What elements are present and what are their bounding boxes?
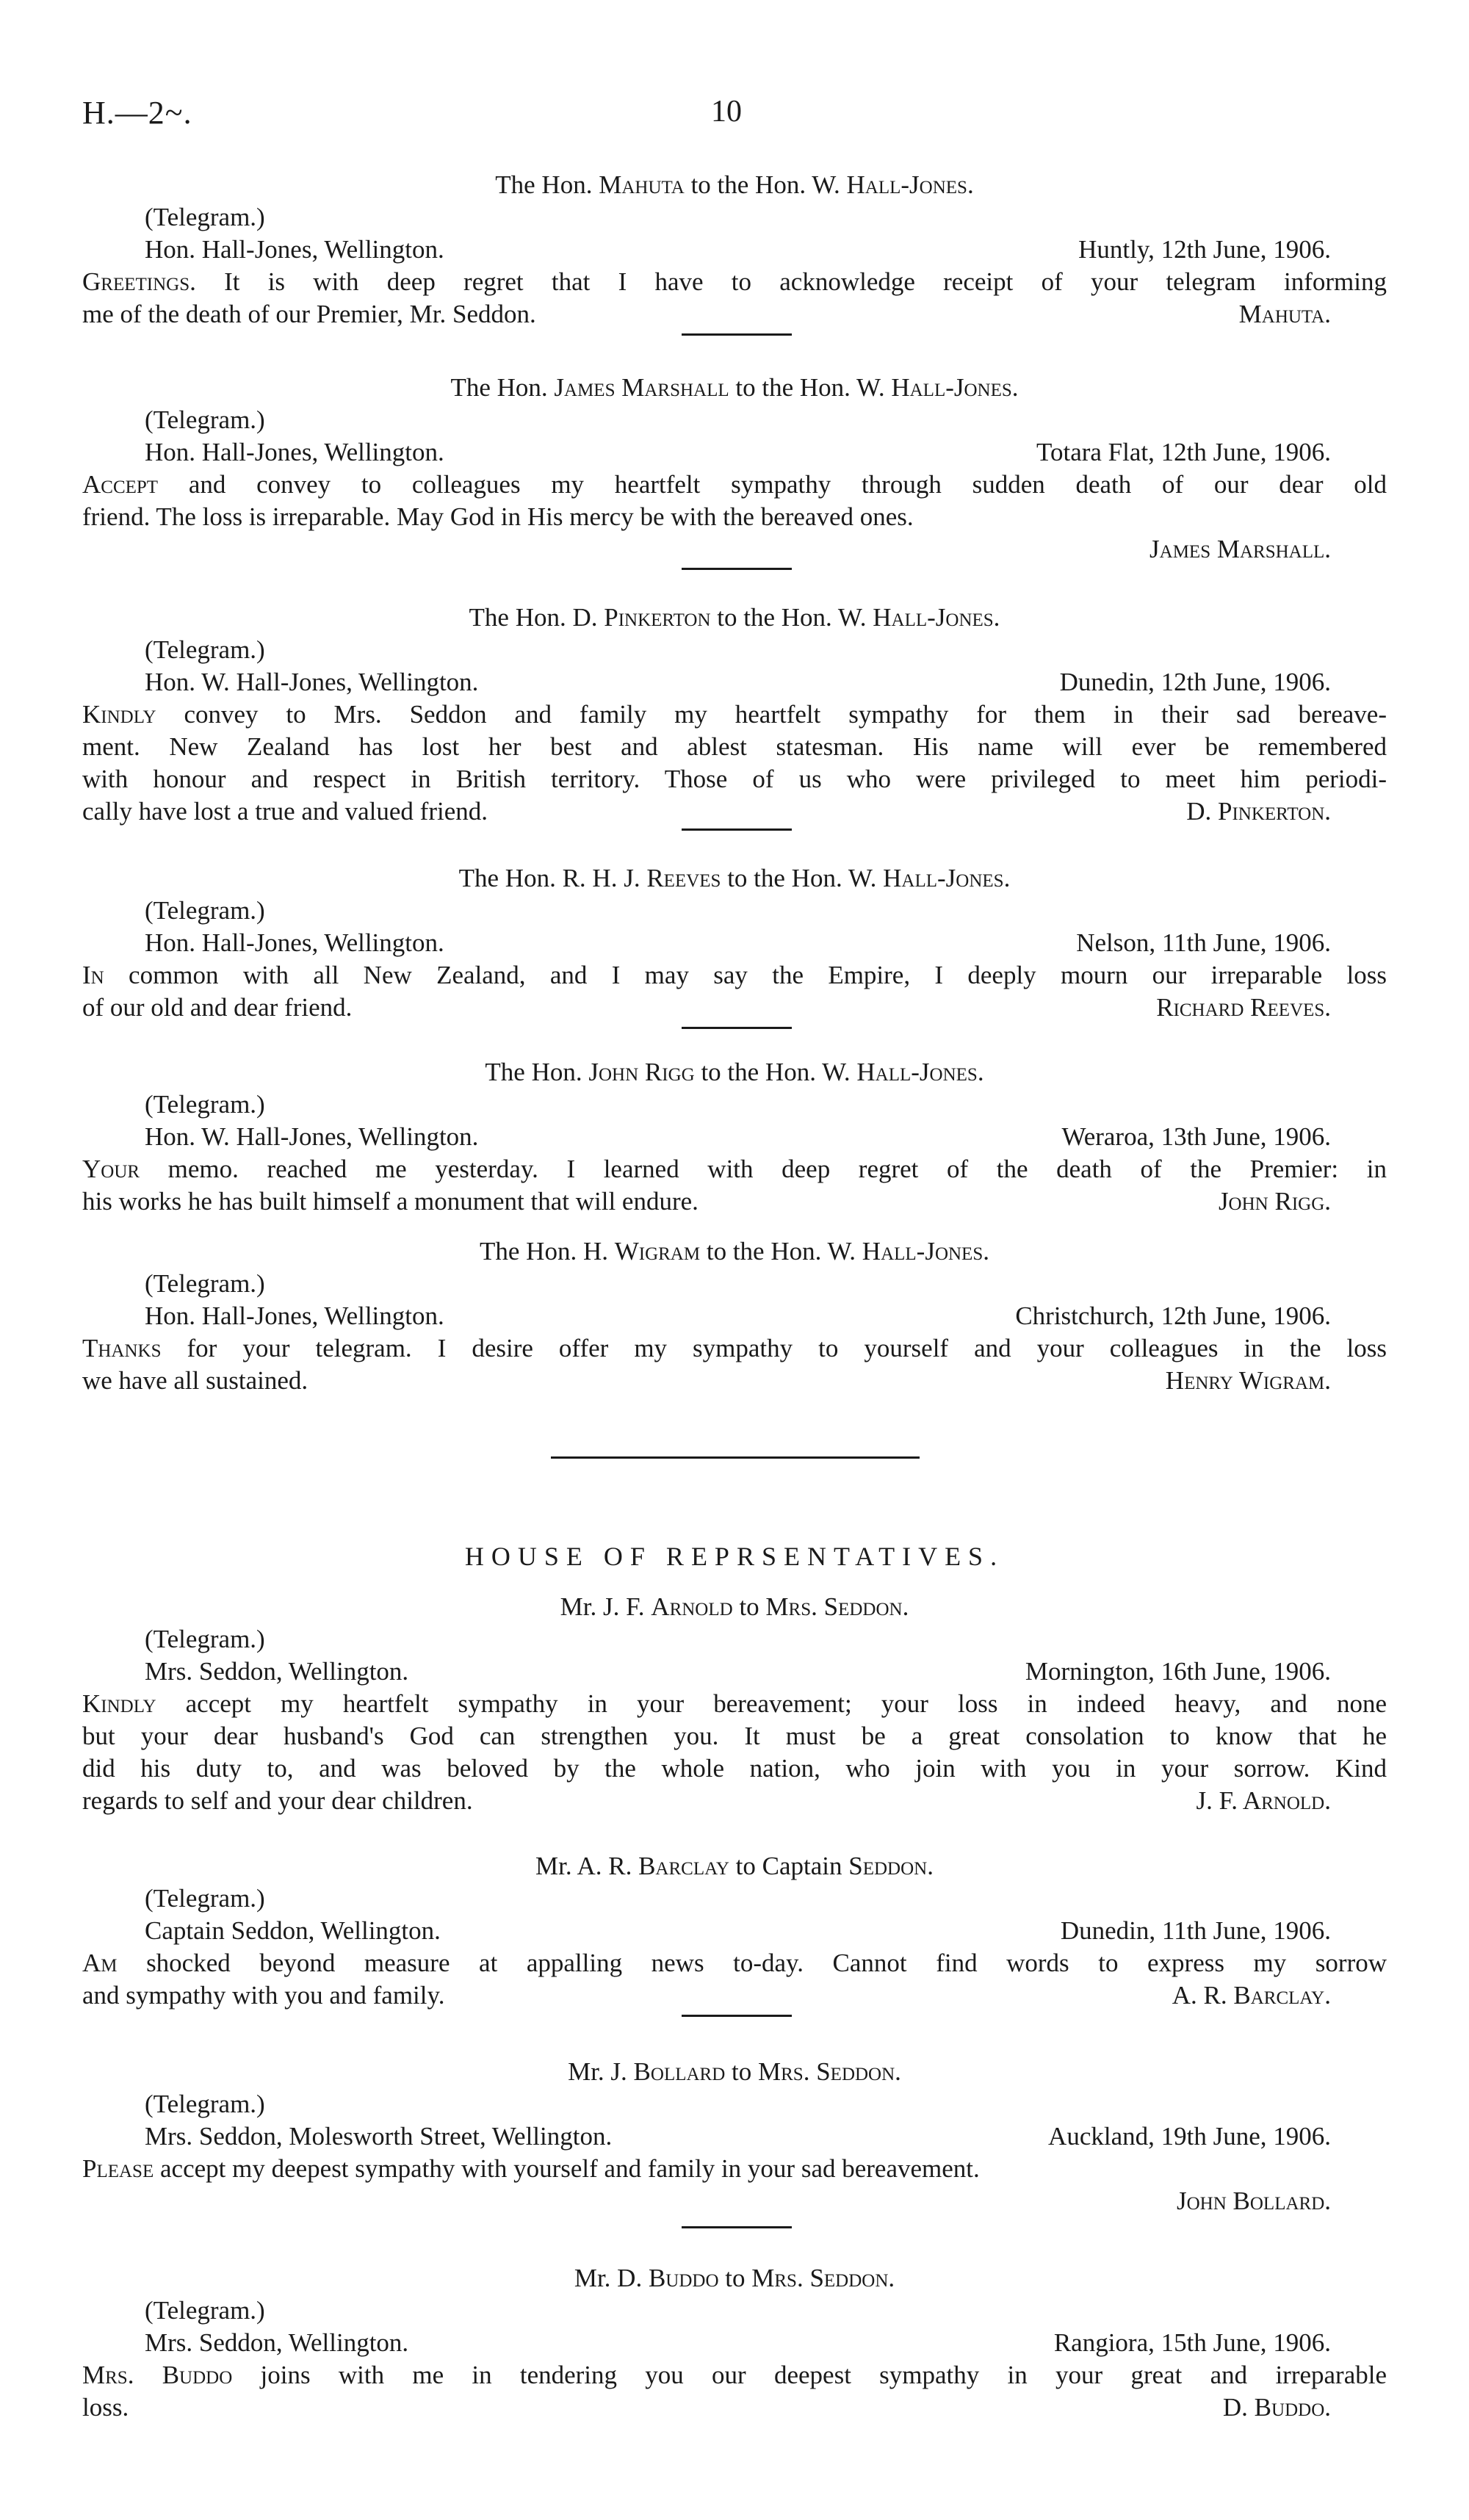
telegram-label: (Telegram.) [145, 1090, 265, 1119]
telegram-label: (Telegram.) [145, 2090, 265, 2118]
telegram-address: Hon. Hall-Jones, Wellington. [145, 235, 444, 264]
telegram-place-date: Nelson, 11th June, 1906. [1076, 928, 1331, 957]
telegram-body-line: In common with all New Zealand, and I may say the Empire, I deeply mourn our irreparable loss [82, 961, 1387, 989]
telegram-heading: The Hon. Mahuta to the Hon. W. Hall-Jones. [495, 170, 974, 199]
telegram-body-line: regards to self and your dear children. [82, 1786, 473, 1815]
telegram-address: Hon. Hall-Jones, Wellington. [145, 438, 444, 466]
telegram-signature: D. Buddo. [1222, 2393, 1331, 2422]
telegram-label: (Telegram.) [145, 203, 265, 231]
telegram-address: Mrs. Seddon, Wellington. [145, 1657, 409, 1686]
telegram-label: (Telegram.) [145, 1269, 265, 1298]
telegram-heading: Mr. J. F. Arnold to Mrs. Seddon. [560, 1592, 909, 1621]
telegram-signature: Richard Reeves. [1156, 993, 1331, 1022]
telegram-body-line: Kindly accept my heartfelt sympathy in your bereavement; your loss in indeed heavy, and none [82, 1689, 1387, 1718]
telegram-body-line: Your memo. reached me yesterday. I learned with deep regret of the death of the Premier: in [82, 1155, 1387, 1183]
telegram-body-line: Kindly convey to Mrs. Seddon and family my heartfelt sympathy for them in their sad bereave- [82, 700, 1387, 729]
telegram-address: Hon. Hall-Jones, Wellington. [145, 1301, 444, 1330]
divider [682, 2015, 792, 2017]
page-number: 10 [711, 95, 742, 129]
telegram-place-date: Christchurch, 12th June, 1906. [1015, 1301, 1331, 1330]
document-reference: H.—2~. [82, 95, 192, 131]
telegram-body-line: me of the death of our Premier, Mr. Seddon. [82, 300, 536, 328]
telegram-heading: Mr. D. Buddo to Mrs. Seddon. [574, 2264, 895, 2292]
telegram-address: Hon. W. Hall-Jones, Wellington. [145, 1122, 479, 1151]
telegram-address: Captain Seddon, Wellington. [145, 1916, 441, 1945]
telegram-address: Hon. Hall-Jones, Wellington. [145, 928, 444, 957]
telegram-signature: James Marshall. [1149, 535, 1331, 563]
telegram-place-date: Weraroa, 13th June, 1906. [1061, 1122, 1331, 1151]
telegram-body-line: Am shocked beyond measure at appalling news to-day. Cannot find words to express my sorrow [82, 1949, 1387, 1977]
telegram-place-date: Huntly, 12th June, 1906. [1078, 235, 1331, 264]
telegram-heading: Mr. A. R. Barclay to Captain Seddon. [535, 1852, 934, 1880]
divider [682, 1027, 792, 1029]
telegram-body-line: we have all sustained. [82, 1366, 308, 1395]
telegram-body-line: Please accept my deepest sympathy with yourself and family in your sad bereavement. [82, 2154, 980, 2183]
telegram-label: (Telegram.) [145, 1884, 265, 1913]
telegram-heading: The Hon. R. H. J. Reeves to the Hon. W. Hall-Jones. [458, 864, 1011, 892]
divider [682, 333, 792, 336]
telegram-body-line: loss. [82, 2393, 129, 2422]
telegram-heading: The Hon. D. Pinkerton to the Hon. W. Hall-Jones. [469, 603, 1000, 632]
telegram-body-line: Mrs. Buddo joins with me in tendering you our deepest sympathy in your great and irreparable [82, 2361, 1387, 2389]
telegram-body-line: his works he has built himself a monument that will endure. [82, 1187, 699, 1216]
telegram-body-line: but your dear husband's God can strengthen you. It must be a great consolation to know that he [82, 1722, 1387, 1750]
telegram-label: (Telegram.) [145, 2296, 265, 2325]
telegram-body-line: friend. The loss is irreparable. May God in His mercy be with the bereaved ones. [82, 502, 914, 531]
telegram-body-line: did his duty to, and was beloved by the whole nation, who join with you in your sorrow. Kind [82, 1754, 1387, 1783]
telegram-body-line: of our old and dear friend. [82, 993, 353, 1022]
telegram-place-date: Mornington, 16th June, 1906. [1025, 1657, 1331, 1686]
telegram-signature: John Rigg. [1218, 1187, 1331, 1216]
section-divider [551, 1456, 920, 1459]
telegram-label: (Telegram.) [145, 405, 265, 434]
telegram-address: Mrs. Seddon, Molesworth Street, Wellington. [145, 2122, 613, 2151]
telegram-address: Mrs. Seddon, Wellington. [145, 2328, 409, 2357]
telegram-signature: John Bollard. [1176, 2187, 1331, 2215]
telegram-heading: The Hon. John Rigg to the Hon. W. Hall-Jones. [485, 1058, 984, 1086]
telegram-place-date: Dunedin, 12th June, 1906. [1059, 668, 1331, 696]
telegram-signature: Mahuta. [1238, 300, 1331, 328]
telegram-label: (Telegram.) [145, 1625, 265, 1653]
telegram-place-date: Auckland, 19th June, 1906. [1048, 2122, 1331, 2151]
telegram-place-date: Dunedin, 11th June, 1906. [1060, 1916, 1331, 1945]
telegram-heading: The Hon. H. Wigram to the Hon. W. Hall-Jones. [480, 1237, 989, 1266]
divider [682, 568, 792, 570]
section-title: HOUSE OF REPRSENTATIVES. [464, 1542, 1005, 1571]
telegram-body-line: Greetings. It is with deep regret that I have to acknowledge receipt of your telegram informing [82, 267, 1387, 296]
telegram-body-line: and sympathy with you and family. [82, 1981, 445, 2010]
telegram-body-line: Thanks for your telegram. I desire offer my sympathy to yourself and your colleagues in the loss [82, 1334, 1387, 1362]
telegram-place-date: Rangiora, 15th June, 1906. [1053, 2328, 1331, 2357]
telegram-heading: The Hon. James Marshall to the Hon. W. Hall-Jones. [450, 373, 1019, 402]
telegram-body-line: with honour and respect in British territory. Those of us who were privileged to meet him periodi- [82, 765, 1387, 793]
telegram-address: Hon. W. Hall-Jones, Wellington. [145, 668, 479, 696]
telegram-body-line: cally have lost a true and valued friend. [82, 797, 488, 826]
telegram-heading: Mr. J. Bollard to Mrs. Seddon. [568, 2057, 901, 2086]
divider [682, 828, 792, 831]
telegram-label: (Telegram.) [145, 896, 265, 925]
divider [682, 2226, 792, 2228]
telegram-signature: J. F. Arnold. [1196, 1786, 1331, 1815]
telegram-signature: D. Pinkerton. [1186, 797, 1331, 826]
telegram-label: (Telegram.) [145, 635, 265, 664]
telegram-body-line: Accept and convey to colleagues my heartfelt sympathy through sudden death of our dear old [82, 470, 1387, 499]
telegram-place-date: Totara Flat, 12th June, 1906. [1036, 438, 1331, 466]
telegram-body-line: ment. New Zealand has lost her best and ablest statesman. His name will ever be remembered [82, 732, 1387, 761]
telegram-signature: Henry Wigram. [1165, 1366, 1331, 1395]
telegram-signature: A. R. Barclay. [1172, 1981, 1331, 2010]
